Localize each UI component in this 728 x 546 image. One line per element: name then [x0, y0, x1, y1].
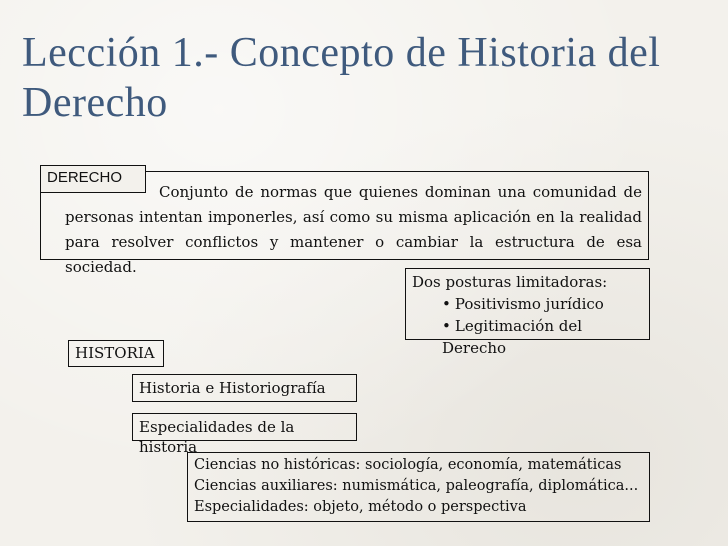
historia-historiografia-box: Historia e Historiografía: [132, 374, 357, 402]
derecho-tag: DERECHO: [40, 165, 146, 193]
posturas-box: [405, 268, 650, 357]
slide-title: Lección 1.- Concepto de Historia del Derecho: [22, 30, 661, 126]
ciencias-line: Ciencias no históricas: sociología, economía, matemáticas: [194, 457, 622, 473]
posturas-list: [412, 293, 643, 359]
historia-tag: HISTORIA: [68, 340, 164, 367]
derecho-definition-text: Conjunto de normas que quienes dominan una comunidad de personas intentan imponerles, así como su misma aplicación en la realidad para resolver conflictos y mantener o cambiar la estructura de esa sociedad.: [65, 183, 642, 276]
especialidades-historia-box: Especialidades de la historia: [132, 413, 357, 441]
posturas-item: • Positivismo jurídico: [442, 293, 643, 315]
ciencias-line: Ciencias auxiliares: numismática, paleografía, diplomática...: [194, 478, 639, 494]
ciencias-line: Especialidades: objeto, método o perspectiva: [194, 499, 527, 515]
posturas-item: • Legitimación del Derecho: [442, 315, 643, 359]
posturas-heading: Dos posturas limitadoras:: [412, 273, 608, 291]
ciencias-box: [187, 452, 650, 522]
